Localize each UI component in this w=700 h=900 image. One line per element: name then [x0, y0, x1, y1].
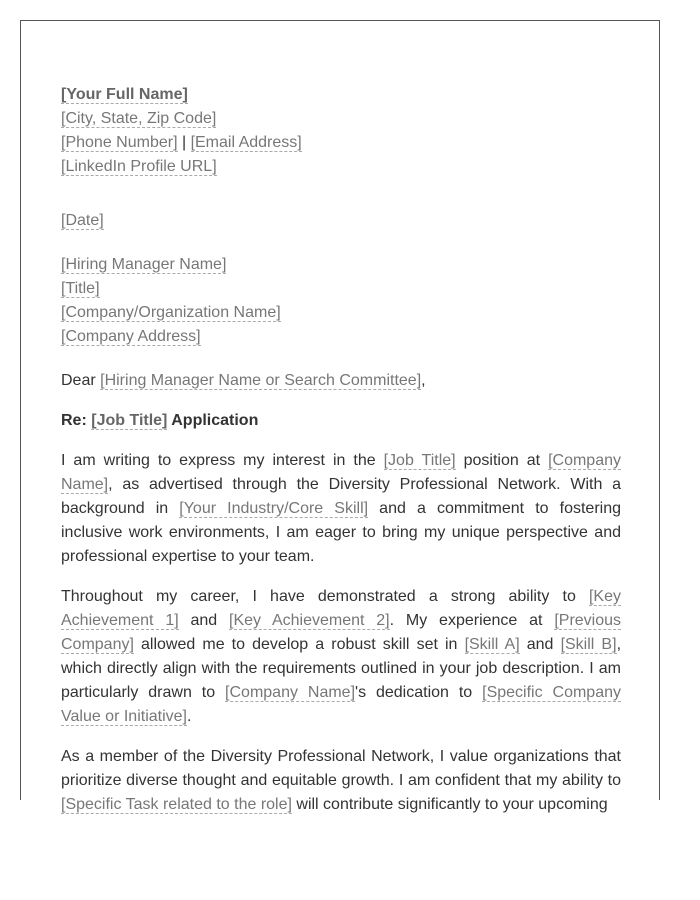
subject-suffix: Application	[167, 412, 259, 429]
para2-achievement-1[interactable]: [Key Achievement 1]	[61, 588, 621, 629]
paragraph-experience	[61, 585, 621, 729]
para2-text-5: and	[519, 636, 561, 653]
sender-name-line	[61, 83, 621, 107]
para2-text-4: allowed me to develop a robust skill set in	[133, 636, 465, 653]
sender-phone[interactable]: [Phone Number]	[61, 134, 178, 151]
recipient-name[interactable]: [Hiring Manager Name]	[61, 256, 227, 273]
sender-contact-line	[61, 131, 621, 155]
recipient-block	[61, 253, 621, 349]
salutation-prefix: Dear	[61, 372, 101, 389]
subject-job-title[interactable]: [Job Title]	[91, 412, 168, 429]
para1-text-3: , as advertised through the Diversity Professional Network. With a background in	[61, 476, 621, 517]
para1-text-2: position at	[455, 452, 549, 469]
para2-text-8: .	[187, 708, 192, 725]
sender-linkedin[interactable]: [LinkedIn Profile URL]	[61, 158, 217, 175]
recipient-title-line	[61, 277, 621, 301]
para1-job-title[interactable]: [Job Title]	[383, 452, 456, 469]
para1-company-name[interactable]: [Company Name]	[61, 452, 621, 493]
letter-page	[20, 20, 660, 813]
para1-text-4: and a commitment to fostering inclusive work environments, I am eager to bring my unique perspective and professional expertise to your team.	[61, 500, 622, 565]
para2-text-3: . My experience at	[389, 612, 555, 629]
salutation-suffix: ,	[421, 372, 426, 389]
recipient-address[interactable]: [Company Address]	[61, 328, 201, 345]
letter-content	[61, 83, 621, 817]
date-line	[61, 209, 621, 233]
para1-text-1: I am writing to express my interest in the	[61, 452, 384, 469]
sender-block	[61, 83, 621, 179]
para2-text-7: 's dedication to	[355, 684, 483, 701]
subject-line	[61, 409, 621, 433]
recipient-company[interactable]: [Company/Organization Name]	[61, 304, 281, 321]
para2-text-6: , which directly align with the requirements outlined in your job description. I am particularly drawn to	[61, 636, 622, 701]
contact-separator: |	[177, 134, 191, 151]
paragraph-diversity	[61, 745, 621, 817]
sender-city-line	[61, 107, 621, 131]
sender-city[interactable]: [City, State, Zip Code]	[61, 110, 217, 127]
para3-text-1: As a member of the Diversity Professional Network, I value organizations that prioritize diverse thought and equitable growth. I am confident that my ability to	[61, 748, 621, 789]
recipient-address-line	[61, 325, 621, 349]
recipient-name-line	[61, 253, 621, 277]
para3-specific-task[interactable]: [Specific Task related to the role]	[61, 796, 292, 813]
para2-skill-b[interactable]: [Skill B]	[560, 636, 617, 653]
paragraph-intro	[61, 449, 621, 569]
para1-core-skill[interactable]: [Your Industry/Core Skill]	[179, 500, 369, 517]
recipient-company-line	[61, 301, 621, 325]
sender-name[interactable]: [Your Full Name]	[61, 86, 188, 103]
para2-text-1: Throughout my career, I have demonstrated a strong ability to	[61, 588, 589, 605]
sender-email[interactable]: [Email Address]	[190, 134, 302, 151]
para2-previous-company[interactable]: [Previous Company]	[61, 612, 622, 653]
para3-text-2: will contribute significantly to your upcoming	[291, 796, 608, 813]
subject-prefix: Re:	[61, 412, 92, 429]
salutation	[61, 369, 621, 393]
sender-linkedin-line	[61, 155, 621, 179]
para2-text-2: and	[178, 612, 230, 629]
para2-company-value[interactable]: [Specific Company Value or Initiative]	[61, 684, 621, 725]
letter-date[interactable]: [Date]	[61, 212, 104, 229]
para2-company-name[interactable]: [Company Name]	[225, 684, 356, 701]
recipient-title[interactable]: [Title]	[61, 280, 100, 297]
salutation-name[interactable]: [Hiring Manager Name or Search Committee]	[100, 372, 422, 389]
para2-achievement-2[interactable]: [Key Achievement 2]	[229, 612, 390, 629]
para2-skill-a[interactable]: [Skill A]	[464, 636, 520, 653]
